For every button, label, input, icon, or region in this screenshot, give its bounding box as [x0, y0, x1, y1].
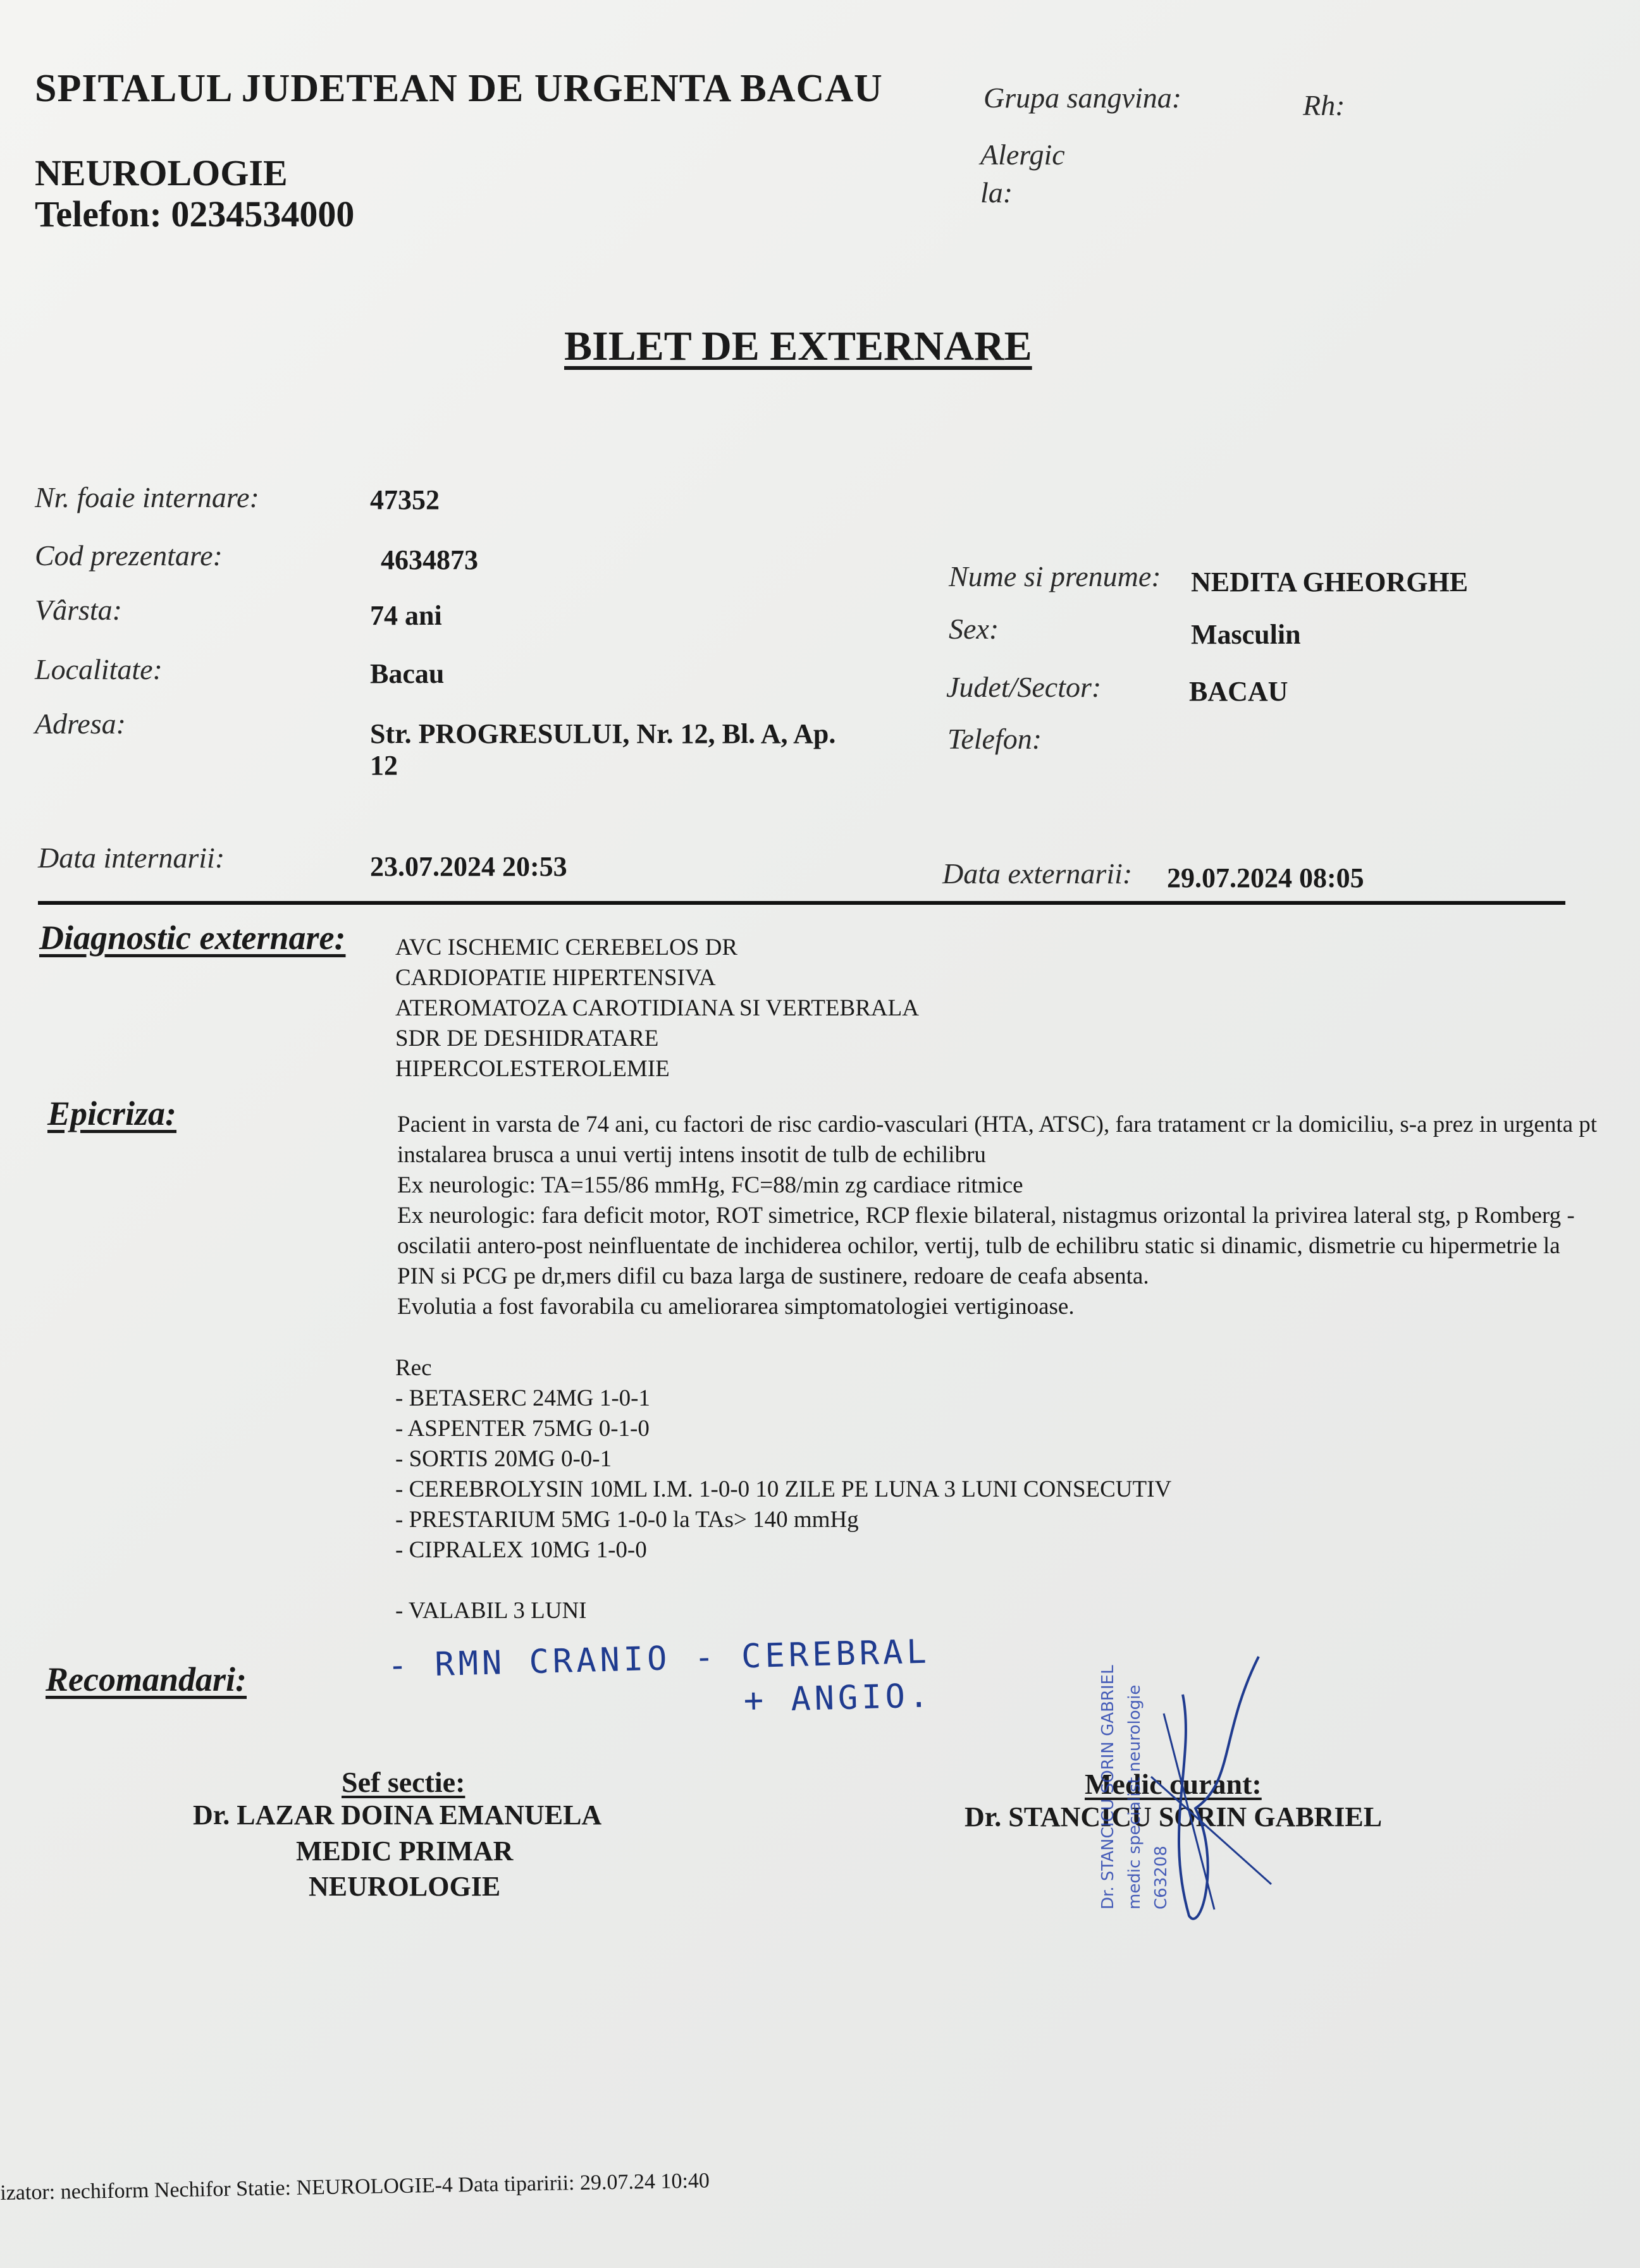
diagnostic-item: SDR DE DESHIDRATARE — [395, 1026, 659, 1051]
diagnostic-label: Diagnostic externare: — [39, 919, 346, 957]
diagnostic-item: CARDIOPATIE HIPERTENSIVA — [395, 965, 716, 991]
name-label: Nume si prenume: — [949, 560, 1161, 592]
patient-age: 74 ani — [370, 600, 442, 631]
county-label: Judet/Sector: — [946, 671, 1102, 703]
attending-doctor-title: Medic curant: — [1085, 1768, 1262, 1800]
attending-doctor-name: Dr. STANCICU SORIN GABRIEL — [965, 1801, 1383, 1832]
presentation-code: 4634873 — [381, 544, 478, 575]
patient-name: NEDITA GHEORGHE — [1191, 567, 1469, 598]
epicriza-text: Pacient in varsta de 74 ani, cu factori de risc cardio-vasculari (HTA, ATSC), fara tratament cr la domiciliu, s-a prez in urgenta pt instalarea brusca a unui vertij intens insotit de tulb de echilibru Ex neurologic: TA=155/86 mmHg, FC=88/min zg cardiace ritmice Ex neurologic: fara deficit motor, ROT simetrice, RCP flexie bilateral, nistagmus orizontal la privirea lateral stg, p Romberg - oscilatii antero-post neinfluentate de inchiderea ochilor, vertij, tulb de echilibru static si dinamic, dismetrie cu hipermetrie la PIN si PCG pe dr,mers difil cu baza larga de sustinere, redoare de ceafa absenta. Evolutia a fost favorabila cu ameliorarea simptomatologiei vertiginoase. — [397, 1112, 1598, 1320]
stamp-line-3: C63208 — [1152, 1846, 1171, 1909]
handwritten-recommendation-2: + ANGIO. — [743, 1677, 933, 1720]
rh-label: Rh: — [1303, 89, 1345, 121]
patient-county: BACAU — [1189, 676, 1288, 707]
doctor-stamp — [1069, 1619, 1322, 1935]
record-no-label: Nr. foaie internare: — [35, 481, 259, 513]
address-label: Adresa: — [35, 708, 126, 740]
signature-stroke — [1179, 1657, 1259, 1919]
prescription-item: - PRESTARIUM 5MG 1-0-0 la TAs> 140 mmHg — [395, 1507, 859, 1533]
phone-label: Telefon: — [947, 723, 1042, 755]
validity-note: - VALABIL 3 LUNI — [395, 1598, 587, 1624]
stamp-line-2: medic specialist neurologie — [1125, 1684, 1144, 1909]
discharge-label: Data externarii: — [942, 857, 1133, 890]
divider-line — [38, 901, 1565, 905]
head-of-dept-name: Dr. LAZAR DOINA EMANUELA — [193, 1799, 602, 1830]
diagnostic-item: AVC ISCHEMIC CEREBELOS DR — [395, 935, 738, 960]
prescription-item: - ASPENTER 75MG 0-1-0 — [395, 1416, 650, 1442]
recommendations-label: Recomandari: — [46, 1660, 247, 1698]
patient-locality: Bacau — [370, 658, 445, 689]
head-of-dept-role: MEDIC PRIMAR — [296, 1836, 514, 1867]
patient-sex: Masculin — [1191, 619, 1301, 650]
sex-label: Sex: — [949, 613, 999, 645]
patient-address-line2: 12 — [370, 750, 398, 781]
admission-date: 23.07.2024 20:53 — [370, 851, 567, 882]
print-footer: izator: nechiform Nechifor Statie: NEUROLOGIE-4 Data tiparirii: 29.07.24 10:40 — [0, 2169, 710, 2205]
patient-address: Str. PROGRESULUI, Nr. 12, Bl. A, Ap. — [370, 718, 836, 749]
department-phone: Telefon: 0234534000 — [35, 193, 355, 235]
record-no: 47352 — [370, 484, 440, 515]
hospital-name: SPITALUL JUDETEAN DE URGENTA BACAU — [35, 67, 883, 110]
diagnostic-list — [395, 933, 919, 1084]
document-title: BILET DE EXTERNARE — [564, 323, 1032, 369]
epicriza-label: Epicriza: — [47, 1094, 177, 1132]
handwritten-recommendation: - RMN CRANIO - CEREBRAL — [387, 1633, 931, 1685]
locality-label: Localitate: — [35, 653, 163, 685]
rec-header: Rec — [395, 1355, 432, 1381]
admission-label: Data internarii: — [38, 842, 225, 874]
head-of-dept-title: Sef sectie: — [342, 1766, 465, 1798]
allergic-label-2: la: — [980, 176, 1013, 209]
diagnostic-item: HIPERCOLESTEROLEMIE — [395, 1056, 670, 1082]
head-of-dept-department: NEUROLOGIE — [309, 1871, 501, 1902]
allergic-label: Alergic — [980, 138, 1065, 171]
prescription-item: - SORTIS 20MG 0-0-1 — [395, 1446, 612, 1472]
prescription-item: - BETASERC 24MG 1-0-1 — [395, 1385, 651, 1411]
department-name: NEUROLOGIE — [35, 152, 288, 193]
diagnostic-item: ATEROMATOZA CAROTIDIANA SI VERTEBRALA — [395, 995, 919, 1021]
discharge-date: 29.07.2024 08:05 — [1167, 862, 1364, 893]
stamp-icon — [1069, 1619, 1322, 1935]
code-label: Cod prezentare: — [35, 539, 223, 572]
age-label: Vârsta: — [35, 594, 122, 626]
stamp-line-1: Dr. STANCICU SORIN GABRIEL — [1099, 1665, 1118, 1909]
prescription-list — [395, 1353, 1171, 1626]
blood-group-label: Grupa sangvina: — [983, 82, 1182, 114]
prescription-item: - CIPRALEX 10MG 1-0-0 — [395, 1537, 647, 1563]
prescription-item: - CEREBROLYSIN 10ML I.M. 1-0-0 10 ZILE PE LUNA 3 LUNI CONSECUTIV — [395, 1476, 1172, 1502]
